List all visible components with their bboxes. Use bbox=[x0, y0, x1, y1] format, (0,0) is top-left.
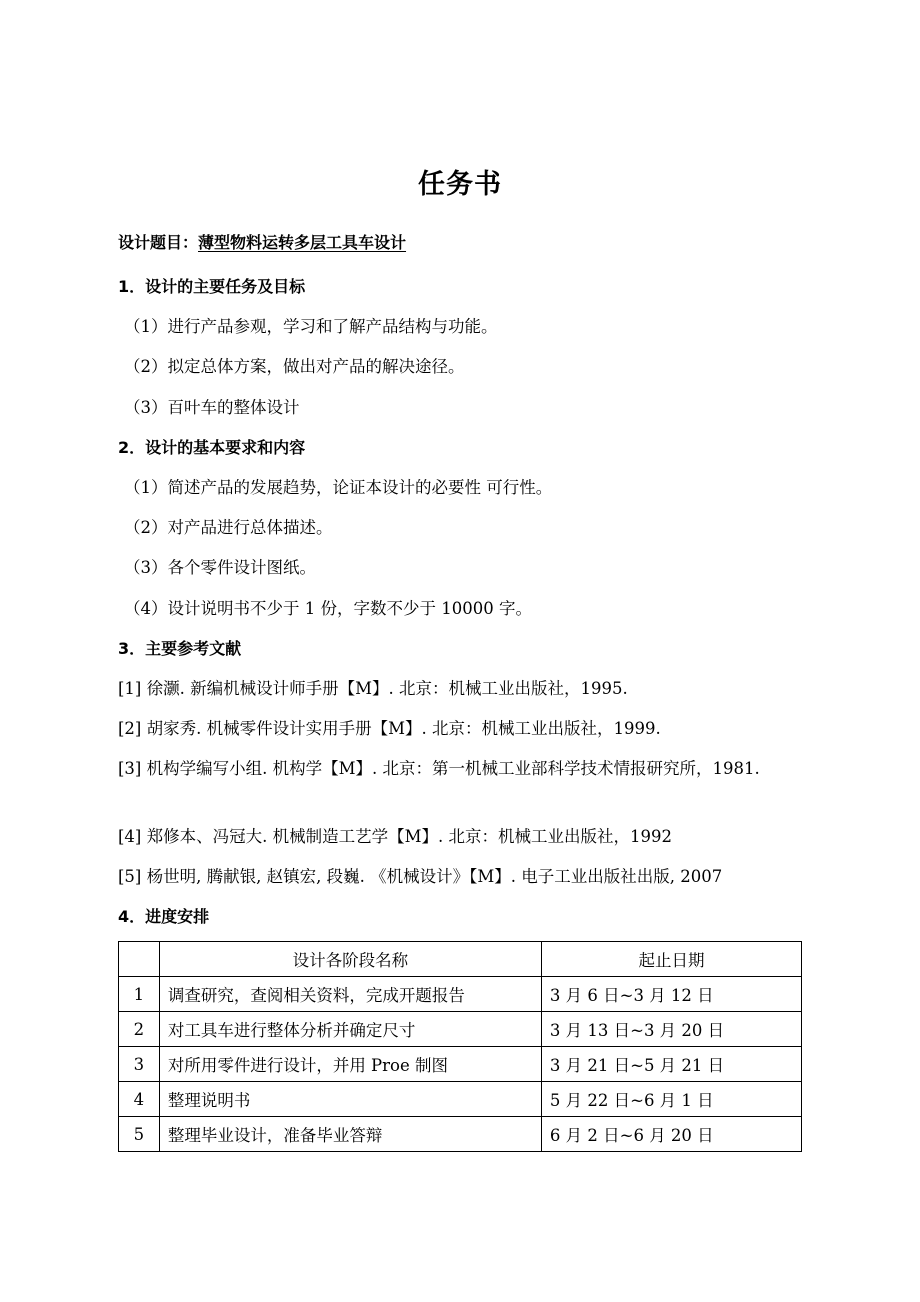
reference-item: [5] 杨世明, 腾献银, 赵镇宏, 段巍. 《机械设计》【M】. 电子工业出版社出版, 2007 bbox=[118, 867, 723, 886]
row-dates: 5 月 22 日~6 月 1 日 bbox=[541, 1082, 801, 1117]
row-dates: 3 月 6 日~3 月 12 日 bbox=[541, 977, 801, 1012]
reference-item: [4] 郑修本、冯冠大. 机械制造工艺学【M】. 北京：机械工业出版社，1992 bbox=[118, 827, 672, 846]
task-item: （1）进行产品参观，学习和了解产品结构与功能。 bbox=[124, 317, 498, 336]
row-stage: 整理毕业设计，准备毕业答辩 bbox=[159, 1117, 541, 1152]
table-row bbox=[119, 1117, 802, 1152]
task-item: （2）拟定总体方案，做出对产品的解决途径。 bbox=[124, 357, 465, 376]
row-dates: 3 月 13 日~3 月 20 日 bbox=[541, 1012, 801, 1047]
requirement-item: （3）各个零件设计图纸。 bbox=[124, 558, 316, 577]
page-title: 任务书 bbox=[418, 169, 502, 200]
table-row bbox=[119, 1012, 802, 1047]
table-row bbox=[119, 977, 802, 1012]
section-heading-requirements: 2．设计的基本要求和内容 bbox=[118, 438, 306, 457]
design-subject-title: 薄型物料运转多层工具车设计 bbox=[198, 233, 407, 252]
column-header-dates: 起止日期 bbox=[541, 942, 801, 977]
row-number: 5 bbox=[119, 1117, 160, 1152]
row-stage: 调查研究，查阅相关资料，完成开题报告 bbox=[159, 977, 541, 1012]
row-stage: 整理说明书 bbox=[159, 1082, 541, 1117]
table-header-row bbox=[119, 942, 802, 977]
row-number: 2 bbox=[119, 1012, 160, 1047]
requirement-item: （4）设计说明书不少于 1 份，字数不少于 10000 字。 bbox=[124, 599, 532, 618]
section-heading-schedule: 4．进度安排 bbox=[118, 907, 210, 926]
table-row bbox=[119, 1082, 802, 1117]
section-heading-tasks: 1．设计的主要任务及目标 bbox=[118, 277, 306, 296]
row-number: 3 bbox=[119, 1047, 160, 1082]
table-row bbox=[119, 1047, 802, 1082]
row-dates: 3 月 21 日~5 月 21 日 bbox=[541, 1047, 801, 1082]
design-subject bbox=[118, 233, 406, 253]
reference-item: [2] 胡家秀. 机械零件设计实用手册【M】. 北京：机械工业出版社，1999. bbox=[118, 719, 661, 738]
requirement-item: （1）简述产品的发展趋势，论证本设计的必要性 可行性。 bbox=[124, 478, 553, 497]
requirement-item: （2）对产品进行总体描述。 bbox=[124, 518, 333, 537]
schedule-table bbox=[118, 941, 802, 1152]
row-number: 4 bbox=[119, 1082, 160, 1117]
reference-item: [3] 机构学编写小组. 机构学【M】. 北京：第一机械工业部科学技术情报研究所，1981. bbox=[118, 759, 760, 778]
section-heading-references: 3．主要参考文献 bbox=[118, 639, 242, 658]
design-subject-label: 设计题目： bbox=[118, 233, 199, 252]
column-header-number bbox=[119, 942, 160, 977]
row-stage: 对所用零件进行设计，并用 Proe 制图 bbox=[159, 1047, 541, 1082]
column-header-stage: 设计各阶段名称 bbox=[159, 942, 541, 977]
row-dates: 6 月 2 日~6 月 20 日 bbox=[541, 1117, 801, 1152]
task-item: （3）百叶车的整体设计 bbox=[124, 398, 300, 417]
row-stage: 对工具车进行整体分析并确定尺寸 bbox=[159, 1012, 541, 1047]
reference-item: [1] 徐灏. 新编机械设计师手册【M】. 北京：机械工业出版社，1995. bbox=[118, 679, 628, 698]
row-number: 1 bbox=[119, 977, 160, 1012]
